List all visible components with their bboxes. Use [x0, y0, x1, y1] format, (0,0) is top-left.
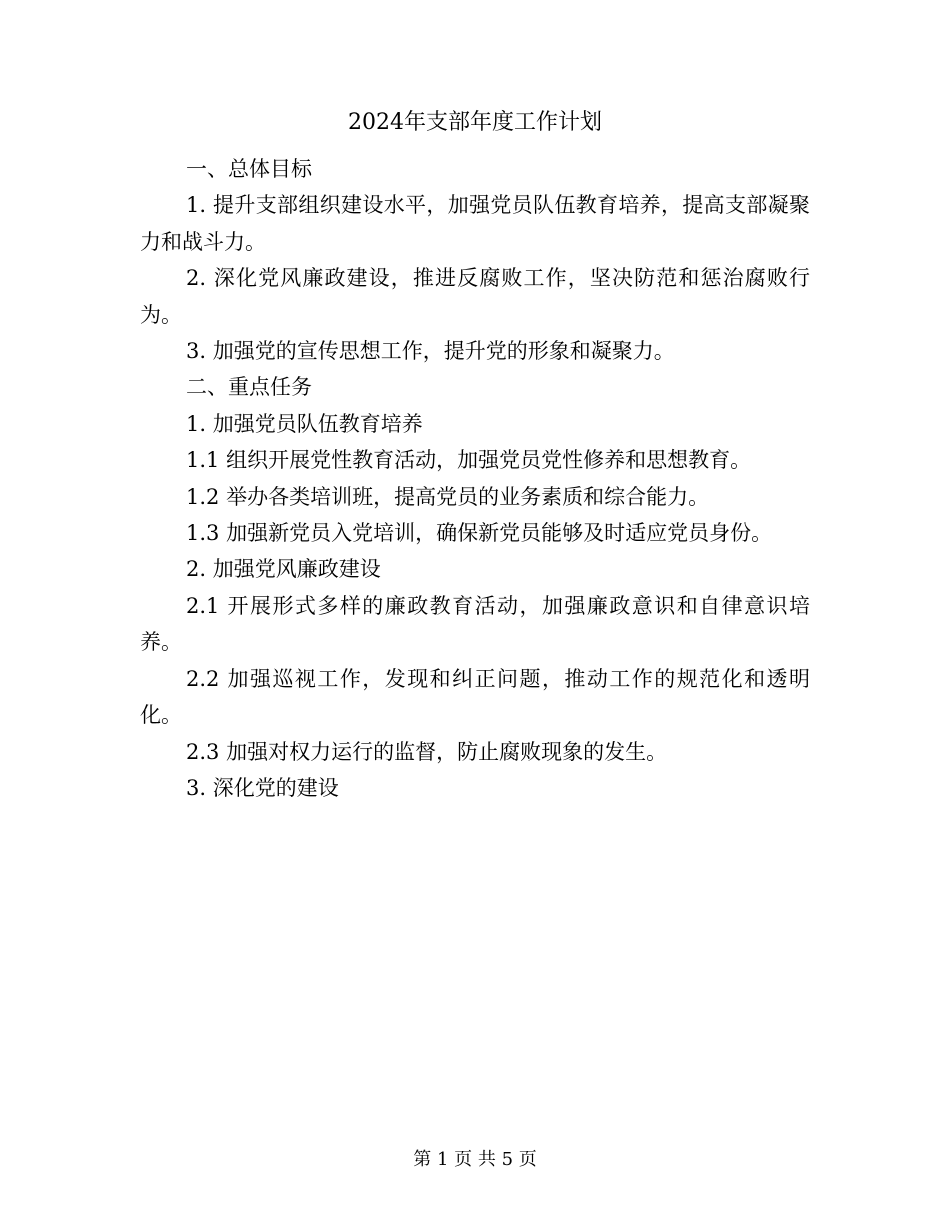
subsection-heading: 3. 深化党的建设	[186, 775, 339, 800]
paragraph: 1.1 组织开展党性教育活动，加强党员党性修养和思想教育。	[186, 448, 752, 473]
section-heading-goals: 一、总体目标	[186, 157, 312, 181]
subsection-heading: 1. 加强党员队伍教育培养	[186, 411, 423, 436]
page-footer: 第 1 页 共 5 页	[413, 1149, 537, 1170]
subsection-heading: 2. 加强党风廉政建设	[186, 557, 381, 582]
paragraph: 1. 提升支部组织建设水平，加强党员队伍教育培养，提高支部凝聚力和战斗力。	[140, 193, 810, 254]
paragraph: 2. 深化党风廉政建设，推进反腐败工作，坚决防范和惩治腐败行为。	[140, 266, 810, 327]
paragraph: 2.3 加强对权力运行的监督，防止腐败现象的发生。	[186, 739, 668, 764]
paragraph: 3. 加强党的宣传思想工作，提升党的形象和凝聚力。	[186, 339, 675, 364]
document-body	[140, 151, 810, 806]
section-heading-tasks: 二、重点任务	[186, 375, 312, 400]
paragraph: 1.3 加强新党员入党培训，确保新党员能够及时适应党员身份。	[186, 521, 773, 546]
paragraph: 2.1 开展形式多样的廉政教育活动，加强廉政意识和自律意识培养。	[140, 593, 810, 655]
paragraph: 1.2 举办各类培训班，提高党员的业务素质和综合能力。	[186, 484, 710, 509]
paragraph: 2.2 加强巡视工作，发现和纠正问题，推动工作的规范化和透明化。	[140, 666, 810, 728]
document-title: 2024年支部年度工作计划	[348, 110, 602, 135]
